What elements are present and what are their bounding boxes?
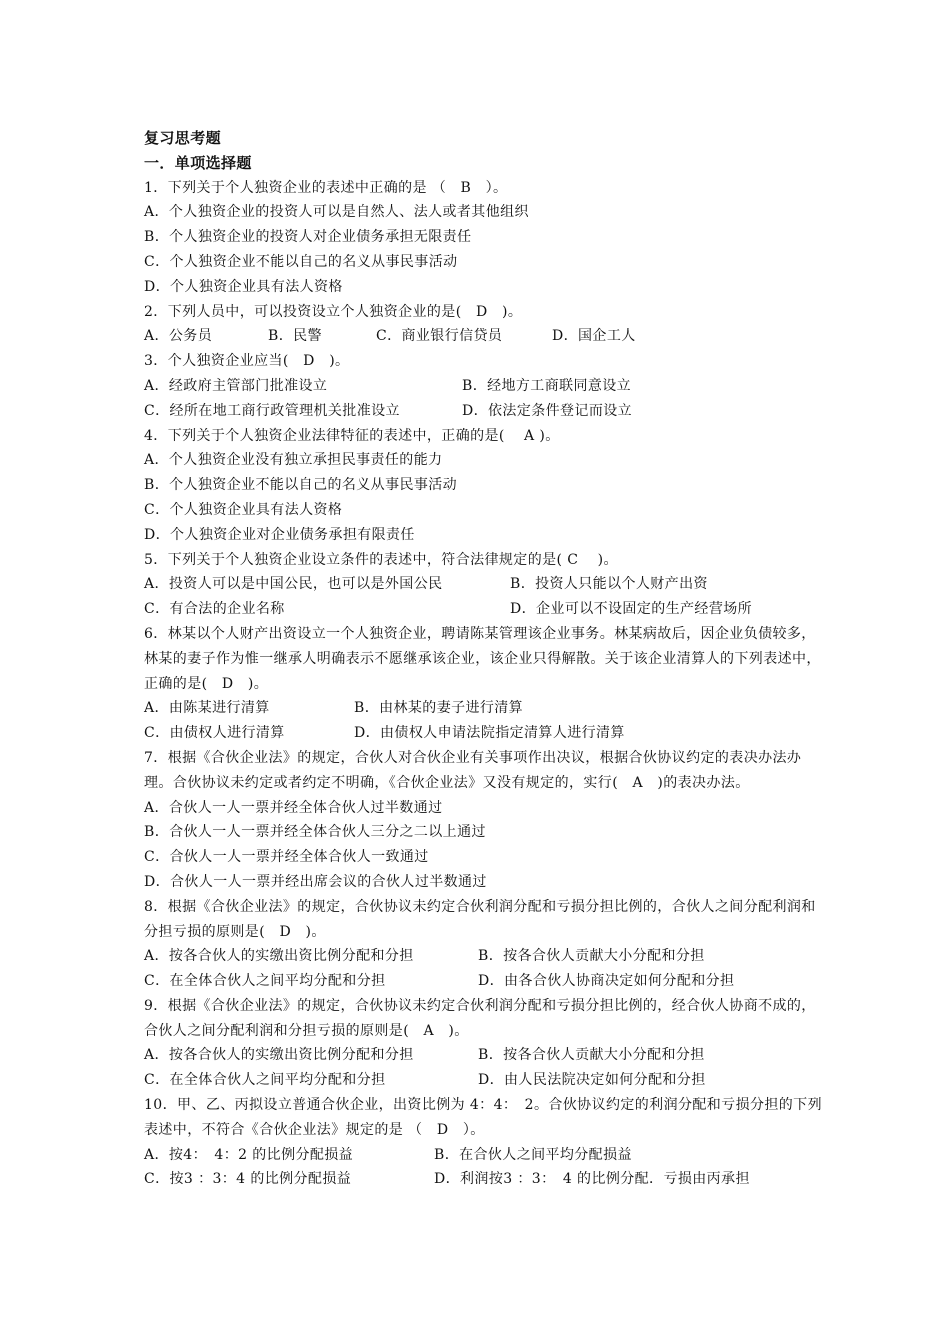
question-5-options-row-2 <box>144 597 824 622</box>
question-4-option-b: B．个人独资企业不能以自己的名义从事民事活动 <box>144 477 458 494</box>
question-1-option-b: B．个人独资企业的投资人对企业债务承担无限责任 <box>144 229 472 246</box>
question-4-stem: 4．下列关于个人独资企业法律特征的表述中，正确的是( A )。 <box>144 427 560 444</box>
question-4-option-a: A．个人独资企业没有独立承担民事责任的能力 <box>144 452 443 469</box>
question-6-stem: 6．林某以个人财产出资设立一个人独资企业，聘请陈某管理该企业事务。林某病故后，因企业负债较多，林某的妻子作为惟一继承人明确表示不愿继承该企业，该企业只得解散。关于该企业清算人的下列表述中，正确的是( D )。 <box>144 625 821 692</box>
question-3-stem: 3．个人独资企业应当( D )。 <box>144 353 350 370</box>
question-7-option-c: C．合伙人一人一票并经全体合伙人一致通过 <box>144 849 429 866</box>
question-8-option-a: A．按各合伙人的实缴出资比例分配和分担 <box>144 948 414 965</box>
question-5-option-a: A．投资人可以是中国公民，也可以是外国公民 <box>144 576 443 593</box>
question-7-option-d: D．合伙人一人一票并经出席会议的合伙人过半数通过 <box>144 873 487 890</box>
question-5-options-row-1 <box>144 572 824 597</box>
question-6-option-a: A．由陈某进行清算 <box>144 700 270 717</box>
question-2-options <box>144 324 824 349</box>
question-7-option-a: A．合伙人一人一票并经全体合伙人过半数通过 <box>144 799 443 816</box>
question-7-stem: 7．根据《合伙企业法》的规定，合伙人对合伙企业有关事项作出决议，根据合伙协议约定的表决办法办理。合伙协议未约定或者约定不明确，《合伙企业法》又没有规定的，实行( A )的表决办法。 <box>144 749 802 791</box>
question-3-option-b: B．经地方工商联同意设立 <box>462 377 632 394</box>
question-9-option-b: B．按各合伙人贡献大小分配和分担 <box>478 1047 705 1064</box>
question-6-options-row-1 <box>144 696 824 721</box>
question-3-options-row-2 <box>144 399 824 424</box>
question-6-options-row-2 <box>144 721 824 746</box>
question-2-option-b: B．民警 <box>268 328 322 345</box>
doc-title: 复习思考题 <box>144 129 222 147</box>
section-heading: 一．单项选择题 <box>144 153 252 172</box>
question-10-option-b: B．在合伙人之间平均分配损益 <box>434 1146 632 1163</box>
question-6-option-d: D．由债权人申请法院指定清算人进行清算 <box>354 725 625 742</box>
question-4-option-c: C．个人独资企业具有法人资格 <box>144 501 343 518</box>
question-3-option-a: A．经政府主管部门批准设立 <box>144 377 328 394</box>
question-8-options-row-2 <box>144 969 824 994</box>
question-9-option-a: A．按各合伙人的实缴出资比例分配和分担 <box>144 1047 414 1064</box>
question-9-option-d: D．由人民法院决定如何分配和分担 <box>478 1072 706 1089</box>
question-3-option-d: D．依法定条件登记而设立 <box>462 402 633 419</box>
question-5-option-d: D．企业可以不设固定的生产经营场所 <box>510 601 753 618</box>
question-3-option-c: C．经所在地工商行政管理机关批准设立 <box>144 402 400 419</box>
question-5-option-b: B．投资人只能以个人财产出资 <box>510 576 708 593</box>
question-5-stem: 5．下列关于个人独资企业设立条件的表述中，符合法律规定的是( C )。 <box>144 551 618 568</box>
question-1-option-c: C．个人独资企业不能以自己的名义从事民事活动 <box>144 253 458 270</box>
question-8-stem: 8．根据《合伙企业法》的规定，合伙协议未约定合伙利润分配和亏损分担比例的，合伙人之间分配利润和分担亏损的原则是( D )。 <box>144 898 816 940</box>
question-8-option-b: B．按各合伙人贡献大小分配和分担 <box>478 948 705 965</box>
question-10-option-a: A．按4： 4：2 的比例分配损益 <box>144 1146 354 1163</box>
question-10-options-row-1 <box>144 1143 824 1168</box>
question-8-option-c: C．在全体合伙人之间平均分配和分担 <box>144 973 386 990</box>
question-7-option-b: B．合伙人一人一票并经全体合伙人三分之二以上通过 <box>144 824 486 841</box>
question-6-option-c: C．由债权人进行清算 <box>144 725 285 742</box>
question-2-option-c: C．商业银行信贷员 <box>376 328 503 345</box>
question-4-option-d: D．个人独资企业对企业债务承担有限责任 <box>144 526 415 543</box>
question-5-option-c: C．有合法的企业名称 <box>144 601 285 618</box>
question-2-option-a: A．公务员 <box>144 328 213 345</box>
question-2-stem: 2．下列人员中，可以投资设立个人独资企业的是( D )。 <box>144 303 523 320</box>
question-2-option-d: D．国企工人 <box>552 328 636 345</box>
question-10-stem: 10．甲、乙、丙拟设立普通合伙企业，出资比例为 4：4： 2。合伙协议约定的利润分配和亏损分担的下列表述中，不符合《合伙企业法》规定的是 （ D ）。 <box>144 1097 822 1138</box>
question-1-option-a: A．个人独资企业的投资人可以是自然人、法人或者其他组织 <box>144 204 529 221</box>
question-8-option-d: D．由各合伙人协商决定如何分配和分担 <box>478 973 735 990</box>
question-1-stem: 1．下列关于个人独资企业的表述中正确的是 （ B ）。 <box>144 179 508 196</box>
question-10-option-c: C．按3 ：3：4 的比例分配损益 <box>144 1171 352 1188</box>
question-3-options-row-1 <box>144 374 824 399</box>
question-9-options-row-2 <box>144 1068 824 1093</box>
question-10-option-d: D．利润按3 ：3： 4 的比例分配．亏损由丙承担 <box>434 1171 750 1188</box>
question-1-option-d: D．个人独资企业具有法人资格 <box>144 278 343 295</box>
question-6-option-b: B．由林某的妻子进行清算 <box>354 700 524 717</box>
document-page <box>144 126 824 1192</box>
question-9-stem: 9．根据《合伙企业法》的规定，合伙协议未约定合伙利润分配和亏损分担比例的，经合伙人协商不成的，合伙人之间分配利润和分担亏损的原则是( A )。 <box>144 997 816 1039</box>
question-9-option-c: C．在全体合伙人之间平均分配和分担 <box>144 1072 386 1089</box>
question-8-options-row-1 <box>144 944 824 969</box>
question-10-options-row-2 <box>144 1167 824 1192</box>
question-9-options-row-1 <box>144 1043 824 1068</box>
